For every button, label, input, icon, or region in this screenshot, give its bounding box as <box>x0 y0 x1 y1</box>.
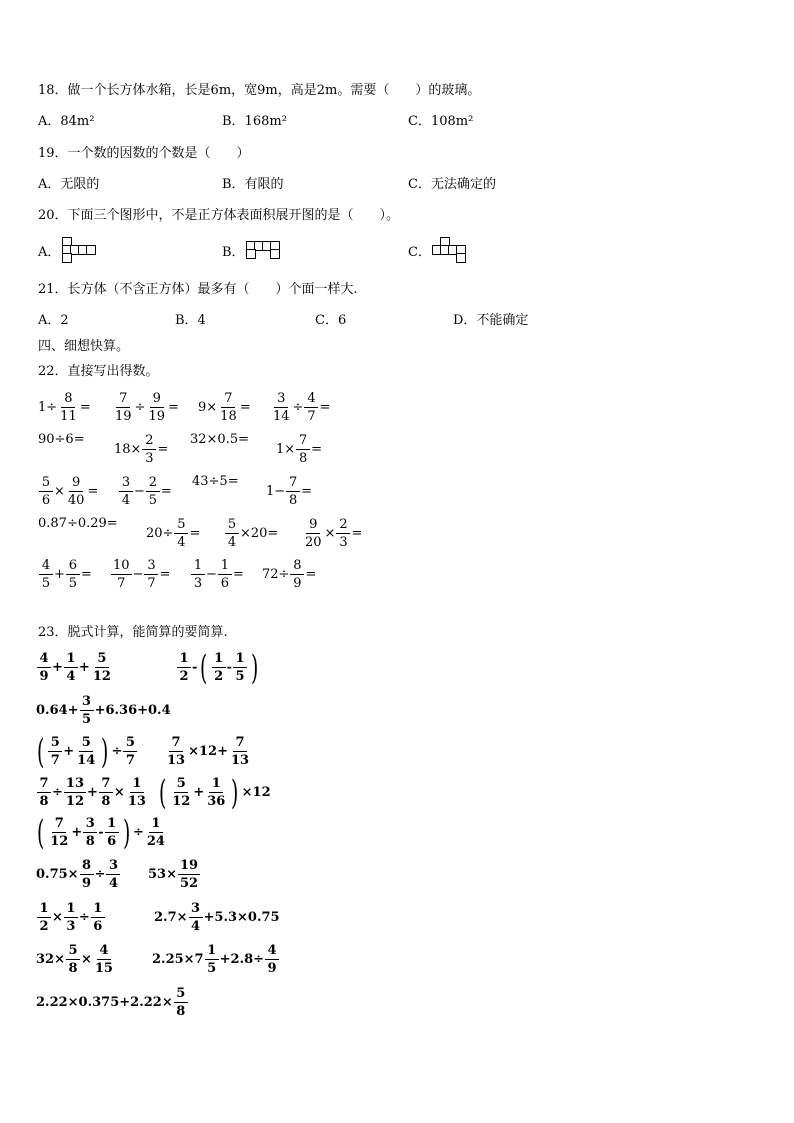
q23-expr-9: 0.75× $\frac{8}{9}$ ÷ $\frac{3}{4}$ <box>36 857 121 892</box>
q23-expr-15: 2.22×0.375+2.22× $\frac{5}{8}$ <box>36 985 189 1020</box>
q19-option-a: A．无限的 <box>38 177 100 192</box>
q22-item-15: $\frac{5}{4}$ ×20= <box>224 516 278 551</box>
q18-option-c: C．108m² <box>408 114 474 129</box>
q18-option-b: B．168m² <box>222 114 287 129</box>
q20-option-a: A． <box>38 245 61 260</box>
q19-text: 19．一个数的因数的个数是（ ） <box>38 146 250 161</box>
q22-item-7: 32×0.5= <box>190 432 250 447</box>
q22-item-3: 9× $\frac{7}{18}$ = <box>198 391 251 424</box>
q21-text: 21．长方体（不含正方体）最多有（ ）个面一样大. <box>38 282 358 297</box>
q23-expr-8: ( $\frac{7}{12}$ + $\frac{3}{8}$ - $\frac{1}{6}$ ) ÷ $\frac{1}{24}$ <box>36 812 165 853</box>
q22-item-6: 18× $\frac{2}{3}$ = <box>114 433 169 466</box>
q22-item-16: $\frac{9}{20}$ × $\frac{2}{3}$ = <box>305 517 363 550</box>
q23-expr-14: 2.25×7 $\frac{1}{5}$ +2.8÷ $\frac{4}{9}$ <box>152 942 280 977</box>
q22-item-9: $\frac{5}{6}$ × $\frac{9}{40}$ = <box>38 474 98 509</box>
q23-text: 23．脱式计算，能简算的要简算. <box>38 625 228 640</box>
q22-item-1: 1÷ $\frac{8}{11}$ = <box>38 391 91 424</box>
q23-expr-12: 2.7× $\frac{3}{4}$ +5.3×0.75 <box>154 901 280 934</box>
q21-option-d: D．不能确定 <box>453 313 529 328</box>
q20-option-c: C． <box>408 245 431 260</box>
q22-item-12: 1− $\frac{7}{8}$ = <box>266 475 313 508</box>
q22-item-5: 90÷6= <box>38 432 85 447</box>
q23-expr-4: ( $\frac{5}{7}$ + $\frac{5}{14}$ ) ÷ $\frac{5}{7}$ <box>34 734 138 769</box>
q22-item-17: $\frac{4}{5}$ + $\frac{6}{5}$ = <box>38 557 92 592</box>
q21-option-b: B．4 <box>175 313 206 328</box>
q21-option-a: A．2 <box>38 313 69 328</box>
q18-text: 18．做一个长方体水箱，长是6m，宽9m，高是2m。需要（ ）的玻璃。 <box>38 83 481 98</box>
q22-item-18: $\frac{10}{7}$ − $\frac{3}{7}$ = <box>113 558 171 591</box>
q22-item-8: 1× $\frac{7}{8}$ = <box>276 433 323 466</box>
q23-expr-1: $\frac{4}{9}$ + $\frac{1}{4}$ + $\frac{5}{12}$ <box>36 650 114 685</box>
q23-expr-3: 0.64+ $\frac{3}{5}$ +6.36+0.4 <box>36 694 171 727</box>
q19-option-c: C．无法确定的 <box>408 177 496 192</box>
q23-expr-2: $\frac{1}{2}$ - ( $\frac{1}{2}$ - $\frac{1}{5}$ ) <box>176 650 261 685</box>
q23-expr-6: $\frac{7}{8}$ ÷ $\frac{13}{12}$ + $\frac{7}{8}$ × $\frac{1}{13}$ <box>36 775 149 810</box>
q22-item-20: 72÷ $\frac{8}{9}$ = <box>262 558 317 591</box>
q23-expr-5: $\frac{7}{13}$ ×12+ $\frac{7}{13}$ <box>167 735 250 768</box>
q19-option-b: B．有限的 <box>222 177 284 192</box>
q22-item-11: 43÷5= <box>192 474 239 489</box>
q20-option-b: B． <box>222 245 245 260</box>
q22-item-4: $\frac{3}{14}$ ÷ $\frac{4}{7}$ = <box>273 391 331 424</box>
q23-expr-13: 32× $\frac{5}{8}$ × $\frac{4}{15}$ <box>36 943 113 976</box>
q22-item-14: 20÷ $\frac{5}{4}$ = <box>146 517 201 550</box>
q22-item-19: $\frac{1}{3}$ − $\frac{1}{6}$ = <box>190 557 244 592</box>
q20-text: 20．下面三个图形中，不是正方体表面积展开图的是（ ）。 <box>38 208 400 223</box>
section-heading: 四、细想快算。 <box>38 339 130 354</box>
q22-item-13: 0.87÷0.29= <box>38 516 118 531</box>
q22-item-10: $\frac{3}{4}$ − $\frac{2}{5}$ = <box>118 474 172 509</box>
q21-option-c: C．6 <box>315 313 347 328</box>
q23-expr-11: $\frac{1}{2}$ × $\frac{1}{3}$ ÷ $\frac{1}{6}$ <box>36 900 106 935</box>
q23-expr-7: ( $\frac{5}{12}$ + $\frac{1}{36}$ ) ×12 <box>158 772 271 813</box>
q23-expr-10: 53× $\frac{19}{52}$ <box>148 858 199 891</box>
q22-text: 22．直接写出得数。 <box>38 364 159 379</box>
q22-item-2: $\frac{7}{19}$ ÷ $\frac{9}{19}$ = <box>115 391 179 424</box>
q18-option-a: A．84m² <box>38 114 95 129</box>
